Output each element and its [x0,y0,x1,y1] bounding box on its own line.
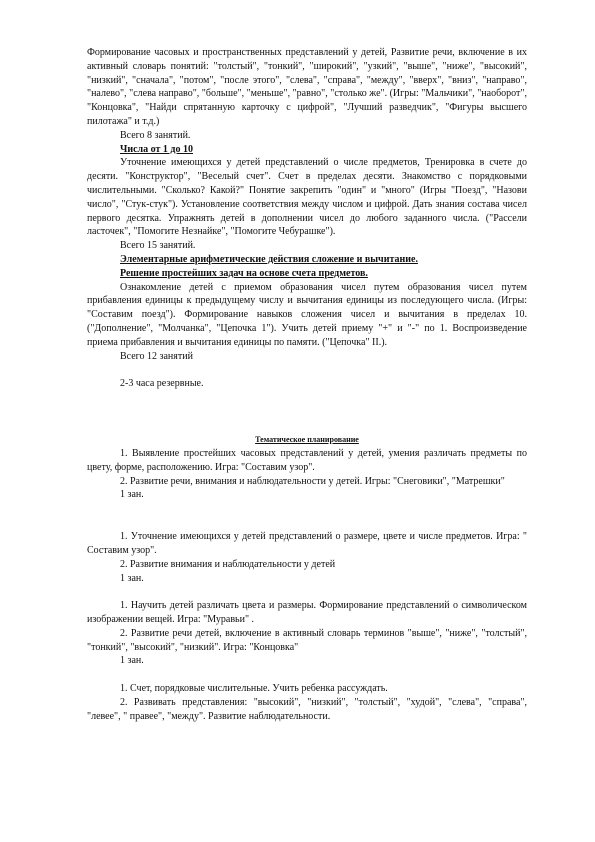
plan-block-2-lessons: 1 зан. [120,572,144,584]
total-lessons-3: Всего 12 занятий [120,350,193,362]
document-body [87,46,527,724]
plan-block-4-item-2: 2. Развивать представления: "высокий", "низкий", "толстый", "худой", "слева", "справа", "левее", " правее", "между". Развитие наблюдательности. [87,697,527,722]
total-lessons-1: Всего 8 занятий. [120,129,191,141]
paragraph-time-space-concepts: Формирование часовых и пространственных представлений у детей, Развитие речи, включение в их активный словарь понятий: "толстый", "тонкий", "широкий", "узкий", "выше", "ниже", "высокий", "низкий", "сначала", "потом", "после этого", "слева", "справа", "между", "вверх", "вниз", "направо", "налево", "слева направо", "больше", "меньше", "равно", "столько же". (Игры: "Мальчики", "наоборот", "Концовка", "Найди спрятанную карточку с цифрой", "Лучший разведчик", "Фигуры высшего пилотажа" и т.д.) [87,47,527,127]
plan-block-4-item-1: 1. Счет, порядковые числительные. Учить ребенка рассуждать. [120,683,388,695]
plan-block-3-item-1: 1. Научить детей различать цвета и размеры. Формирование представлений о символическом изображении вещей. Игра: "Муравьи" . [87,600,527,626]
plan-block-2-item-1: 1. Уточнение имеющихся у детей представлений о размере, цвете и числе предметов. Игра: " Составим узор". [87,531,527,556]
plan-block-1-lessons: 1 зан. [120,489,144,501]
spacer [87,391,527,433]
spacer [87,585,527,599]
section-title-problems: Решение простейших задач на основе счета предметов. [120,267,368,279]
section-title-arithmetic: Элементарные арифметические действия сложение и вычитание. [120,253,418,265]
total-lessons-2: Всего 15 занятий. [120,240,196,252]
plan-block-3-item-2: 2. Развитие речи детей, включение в активный словарь терминов "выше", "ниже", "толстый", "тонкий", "высокий", "низкий". Игра: "Концовка" [87,627,527,653]
paragraph-numbers-1-10: Уточнение имеющихся у детей представлений о числе предметов, Тренировка в счете до десяти. "Конструктор", "Веселый счет". Счет в пределах десяти. Знакомство с порядковыми числительными. "Сколько? Какой?" Понятие закрепить "один" и "много" (Игры "Поезд", "Назови число", "Стук-стук"). Установление соответствия между числом и цифрой. Дать знания состава чисел первого десятка. Упражнять детей в дополнении чисел до любого заданного числа. ("Рассели ласточек", "Помогите Незнайке", "Помогите Чебурашке"). [87,157,527,238]
spacer [87,363,527,377]
spacer [87,502,527,530]
reserve-hours: 2-3 часа резервные. [120,378,204,390]
plan-block-1-item-2: 2. Развитие речи, внимания и наблюдательности у детей. Игры: "Снеговики", "Матрешки" [120,475,505,487]
spacer [87,668,527,682]
plan-block-1-item-1: 1. Выявление простейших часовых представлений у детей, умения различать предметы по цвету, форме, расположению. Игра: "Составим узор". [87,447,527,473]
heading-thematic-planning: Тематическое планирование [255,435,359,445]
plan-block-3-lessons: 1 зан. [120,655,144,667]
paragraph-arithmetic: Ознакомление детей с приемом образования чисел путем образования чисел путем прибавления единицы к предыдущему числу и вычитания единицы из последующего числа. (Игры: "Составим поезд"). Формирование навыков сложения чисел и вычитания в пределах 10. ("Дополнение", "Молчанка", "Цепочка 1"). Учить детей приему "+" и "-" по 1. Воспроизведение приема прибавления и вычитания единицы по памяти. ("Цепочка" II.). [87,281,527,348]
plan-block-2-item-2: 2. Развитие внимания и наблюдательности у детей [120,558,336,570]
section-title-numbers: Числа от 1 до 10 [120,143,193,155]
